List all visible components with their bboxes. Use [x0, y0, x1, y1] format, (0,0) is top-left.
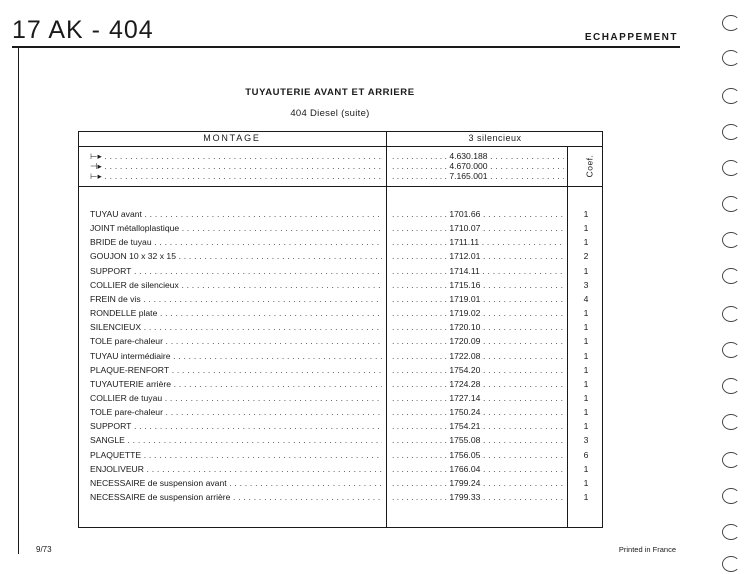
part-label: NECESSAIRE de suspension avant . . . — [90, 478, 382, 488]
part-ref: . . . . . . . . . . . . 1766.04 . . . — [392, 464, 564, 474]
part-coef: 1 — [583, 209, 589, 219]
part-label: ENJOLIVEUR . . . — [90, 464, 382, 474]
column-header-variant: 3 silencieux — [468, 133, 522, 143]
part-coef: 1 — [583, 393, 589, 403]
binder-hole — [722, 124, 740, 140]
part-ref: . . . . . . . . . . . . 1720.09 . . . — [392, 336, 564, 346]
part-ref-value: 1719.02 — [449, 308, 481, 319]
binder-hole — [722, 524, 740, 540]
section-title: ECHAPPEMENT — [584, 32, 678, 43]
part-label: SILENCIEUX . . . — [90, 322, 382, 332]
part-label: TOLE pare-chaleur . . . — [90, 407, 382, 417]
part-ref: . . . . . . . . . . . . 1754.21 . . . — [392, 421, 564, 431]
part-ref: . . . . . . . . . . . . 1727.14 . . . — [392, 393, 564, 403]
part-ref: . . . . . . . . . . . . 1756.05 . . . — [392, 450, 564, 460]
part-ref-value: 1766.04 — [449, 463, 481, 474]
variant-ref: . . . . . . . . . . . . 4.670.000 . . . — [392, 161, 564, 171]
binder-hole — [722, 452, 740, 468]
document-heading: TUYAUTERIE AVANT ET ARRIERE — [245, 87, 415, 98]
binder-hole — [722, 232, 740, 248]
part-ref-value: 1720.09 — [449, 336, 481, 347]
part-ref-value: 1724.28 — [449, 378, 481, 389]
binder-hole — [722, 160, 740, 176]
part-label: SUPPORT . . . — [90, 266, 382, 276]
part-label: COLLIER de silencieux . . . — [90, 280, 382, 290]
binder-hole — [722, 342, 740, 358]
part-ref-value: 1756.05 — [449, 449, 481, 460]
part-ref-value: 1710.07 — [449, 223, 481, 234]
part-label: GOUJON 10 x 32 x 15 . . . — [90, 251, 382, 261]
part-label: PLAQUETTE . . . — [90, 450, 382, 460]
column-divider-montage — [386, 131, 387, 528]
variant-ref-value: 7.165.001 — [449, 171, 488, 181]
binder-hole — [722, 556, 740, 572]
part-coef: 1 — [583, 350, 589, 361]
part-label: TUYAU intermédiaire . . . — [90, 351, 382, 361]
header-divider — [78, 146, 603, 147]
part-ref-value: 1701.66 — [449, 209, 481, 219]
binder-hole — [722, 196, 740, 212]
part-ref: . . . . . . . . . . . . 1714.11 . . . — [392, 266, 564, 276]
part-ref-value: 1727.14 — [449, 393, 481, 403]
part-ref: . . . . . . . . . . . . 1722.08 . . . — [392, 351, 564, 361]
part-label: TUYAUTERIE arrière . . . — [90, 379, 382, 389]
binder-hole — [722, 15, 740, 31]
part-ref-value: 1755.08 — [449, 435, 481, 446]
part-ref-value: 1799.24 — [449, 477, 481, 488]
part-label: FREIN de vis . . . — [90, 294, 382, 304]
part-label: COLLIER de tuyau . . . — [90, 393, 382, 403]
part-ref: . . . . . . . . . . . . 1750.24 . . . — [392, 407, 564, 417]
part-label: TUYAU avant . . . — [90, 209, 382, 219]
part-coef: 2 — [583, 251, 589, 262]
part-ref: . . . . . . . . . . . . 1701.66 . . . — [392, 209, 564, 219]
document-subheading: 404 Diesel (suite) — [290, 108, 370, 119]
binder-hole — [722, 88, 740, 104]
part-label: RONDELLE plate . . . — [90, 308, 382, 318]
part-label: JOINT métalloplastique . . . — [90, 223, 382, 233]
variant-ref-value: 4.630.188 — [449, 151, 488, 161]
part-label: TOLE pare-chaleur . . . — [90, 336, 382, 346]
part-ref: . . . . . . . . . . . . 1799.33 . . . — [392, 492, 564, 502]
variant-divider — [78, 186, 603, 187]
part-coef: 1 — [583, 336, 589, 347]
binder-hole — [722, 488, 740, 504]
part-ref-value: 1711.11 — [449, 237, 480, 248]
part-label: SANGLE . . . — [90, 435, 382, 445]
part-ref-value: 1712.01 — [449, 251, 481, 262]
part-ref-value: 1720.10 — [449, 322, 481, 333]
part-ref-value: 1715.16 — [449, 279, 481, 290]
variant-symbol: ⊢▸ . . . — [90, 151, 382, 162]
part-coef: 1 — [583, 477, 589, 488]
part-coef: 3 — [583, 435, 589, 446]
part-ref: . . . . . . . . . . . . 1755.08 . . . — [392, 435, 564, 445]
part-ref-value: 1722.08 — [449, 350, 481, 361]
part-coef: 1 — [583, 322, 589, 333]
part-coef: 6 — [583, 449, 589, 460]
part-ref: . . . . . . . . . . . . 1710.07 . . . — [392, 223, 564, 233]
part-coef: 1 — [583, 378, 589, 389]
variant-symbol: ⊣▸ . . . — [90, 161, 382, 172]
part-ref: . . . . . . . . . . . . 1719.02 . . . — [392, 308, 564, 318]
part-label: NECESSAIRE de suspension arrière . . . — [90, 492, 382, 502]
part-label: SUPPORT . . . — [90, 421, 382, 431]
part-coef: 1 — [583, 407, 589, 418]
part-coef: 1 — [583, 463, 589, 474]
part-label: PLAQUE-RENFORT . . . — [90, 365, 382, 375]
part-ref: . . . . . . . . . . . . 1799.24 . . . — [392, 478, 564, 488]
margin-rule — [18, 46, 19, 554]
binder-hole — [722, 414, 740, 430]
part-coef: 1 — [583, 421, 589, 432]
page-number: 9/73 — [36, 545, 52, 554]
part-coef: 1 — [583, 237, 589, 248]
part-ref: . . . . . . . . . . . . 1711.11 . . . — [392, 237, 564, 247]
part-ref-value: 1714.11 — [449, 265, 480, 276]
variant-ref-value: 4.670.000 — [449, 161, 488, 171]
part-ref: . . . . . . . . . . . . 1720.10 . . . — [392, 322, 564, 332]
part-ref: . . . . . . . . . . . . 1715.16 . . . — [392, 280, 564, 290]
binder-hole — [722, 306, 740, 322]
part-ref-value: 1799.33 — [449, 492, 481, 502]
part-coef: 1 — [583, 492, 589, 502]
column-header-coef: Coef. — [583, 154, 594, 178]
binder-hole — [722, 50, 740, 66]
part-coef: 1 — [583, 223, 589, 234]
part-ref-value: 1719.01 — [449, 293, 481, 304]
variant-ref: . . . . . . . . . . . . 7.165.001 . . . — [392, 171, 564, 181]
page-title: 17 AK - 404 — [12, 16, 154, 44]
binder-hole — [722, 378, 740, 394]
column-header-montage: MONTAGE — [203, 133, 261, 143]
variant-symbol: ⊢▸ . . . — [90, 171, 382, 182]
part-coef: 4 — [583, 293, 589, 304]
header-rule — [12, 46, 680, 48]
part-ref-value: 1754.20 — [449, 364, 481, 375]
part-label: BRIDE de tuyau . . . — [90, 237, 382, 247]
part-coef: 1 — [583, 308, 589, 319]
binder-hole — [722, 268, 740, 284]
part-ref: . . . . . . . . . . . . 1719.01 . . . — [392, 294, 564, 304]
part-ref-value: 1754.21 — [449, 421, 481, 432]
part-ref-value: 1750.24 — [449, 407, 481, 418]
part-coef: 1 — [583, 265, 589, 276]
part-coef: 1 — [583, 364, 589, 375]
printed-note: Printed in France — [618, 545, 676, 554]
variant-ref: . . . . . . . . . . . . 4.630.188 . . . — [392, 151, 564, 161]
part-ref: . . . . . . . . . . . . 1754.20 . . . — [392, 365, 564, 375]
part-ref: . . . . . . . . . . . . 1712.01 . . . — [392, 251, 564, 261]
part-coef: 3 — [583, 279, 589, 290]
part-ref: . . . . . . . . . . . . 1724.28 . . . — [392, 379, 564, 389]
